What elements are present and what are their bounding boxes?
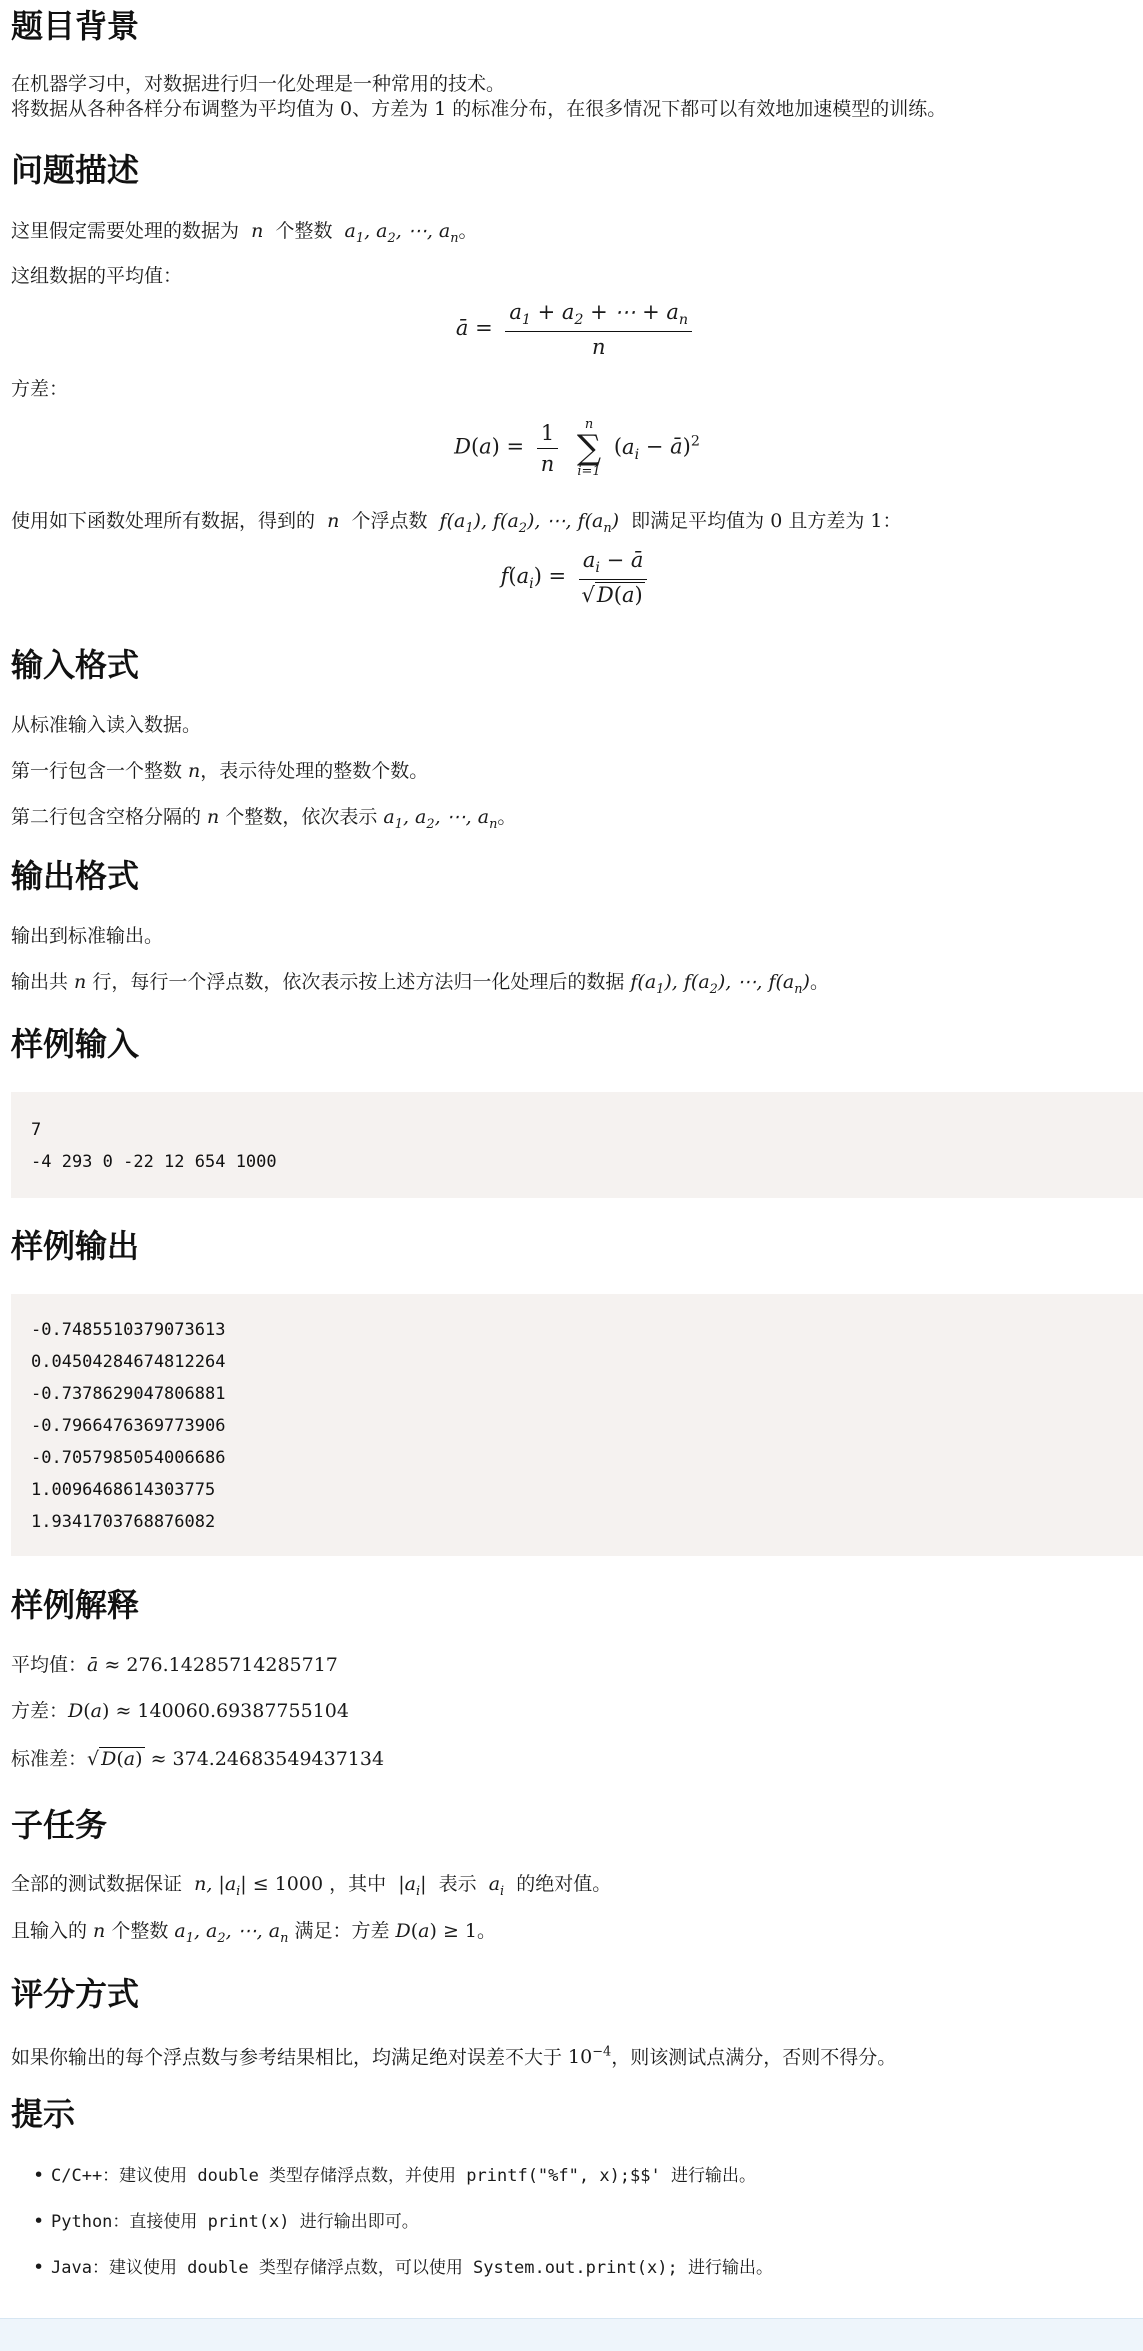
section-title-scoring: 评分方式 (11, 1975, 140, 2013)
code-line: -0.7378629047806881 (31, 1384, 226, 1404)
sample-output-block (11, 1294, 1143, 1556)
code-line: -4 293 0 -22 12 654 1000 (31, 1152, 277, 1172)
hint-item-cpp: • C/C++：建议使用 double 类型存储浮点数，并使用 printf("%f", x);$$' 进行输出。 (51, 2164, 756, 2187)
output-para-1: 输出到标准输出。 (11, 925, 164, 947)
variance-formula: D(a) = $\frac{1}{n}$ n ∑ i=1 ($a_i$ − ā)$^2$ (454, 417, 700, 479)
sample-input-block (11, 1092, 1143, 1198)
section-title-hints: 提示 (11, 2095, 76, 2133)
section-title-background: 题目背景 (11, 7, 140, 45)
section-title-problem: 问题描述 (11, 151, 140, 189)
section-title-input: 输入格式 (11, 646, 140, 684)
code-line: 0.04504284674812264 (31, 1352, 226, 1372)
code-line: -0.7966476369773906 (31, 1416, 226, 1436)
mean-formula: ā = $\frac{a_1 + a_2 + \cdots + a_n}{n}$ (11, 300, 1143, 359)
subtask-para-1: 全部的测试数据保证 n, $|a_i| \le 1000$ ，其中 $|a_i|$ 表示 $a_i$ 的绝对值。 (11, 1873, 612, 1899)
input-para-2: 第一行包含一个整数 n，表示待处理的整数个数。 (11, 760, 429, 782)
section-title-subtask: 子任务 (11, 1806, 108, 1844)
input-para-3: 第二行包含空格分隔的 n 个整数，依次表示 $a_1$, $a_2$, ⋯, $a_n$。 (11, 806, 517, 832)
section-title-sample-input: 样例输入 (11, 1025, 140, 1063)
code-line: -0.7057985054006686 (31, 1448, 226, 1468)
page-footer-bar (0, 2318, 1143, 2351)
subtask-para-2: 且输入的 n 个整数 $a_1$, $a_2$, ⋯, $a_n$ 满足：方差 D(a) ≥ 1。 (11, 1920, 497, 1946)
explain-std: 标准差：√ D(a) ≈ 374.24683549437134 (11, 1748, 385, 1770)
explain-variance: 方差：D(a) ≈ 140060.69387755104 (11, 1700, 349, 1722)
scoring-para: 如果你输出的每个浮点数与参考结果相比，均满足绝对误差不大于 $10^{-4}$，则该测试点满分，否则不得分。 (11, 2045, 897, 2069)
background-line-1: 在机器学习中，对数据进行归一化处理是一种常用的技术。 (11, 73, 506, 95)
background-line-2: 将数据从各种各样分布调整为平均值为 0、方差为 1 的标准分布，在很多情况下都可以有效地加速模型的训练。 (11, 98, 947, 120)
problem-para-3: 方差： (11, 378, 69, 400)
problem-para-1: 这里假定需要处理的数据为 n 个整数 $a_1$, $a_2$, ⋯, $a_n$。 (11, 220, 478, 246)
code-line: 1.0096468614303775 (31, 1480, 216, 1500)
output-para-2: 输出共 n 行，每行一个浮点数，依次表示按上述方法归一化处理后的数据 $f(a_1)$, $f(a_2)$, ⋯, $f(a_n)$。 (11, 971, 829, 997)
hint-item-java: • Java：建议使用 double 类型存储浮点数，可以使用 System.out.print(x); 进行输出。 (51, 2256, 773, 2279)
code-line: 7 (31, 1120, 42, 1140)
problem-para-2: 这组数据的平均值： (11, 265, 183, 287)
problem-para-4: 使用如下函数处理所有数据，得到的 n 个浮点数 $f(a_1)$, $f(a_2)$, ⋯, $f(a_n)$ 即满足平均值为 0 且方差为 1： (11, 510, 902, 536)
section-title-explain: 样例解释 (11, 1586, 140, 1624)
explain-mean: 平均值：ā ≈ 276.14285714285717 (11, 1654, 338, 1676)
input-para-1: 从标准输入读入数据。 (11, 714, 202, 736)
section-title-output: 输出格式 (11, 857, 140, 895)
code-line: 1.9341703768876082 (31, 1512, 216, 1532)
hint-item-python: • Python：直接使用 print(x) 进行输出即可。 (51, 2210, 419, 2233)
normalize-formula: $f(a_i)$ = $\frac{a_i - ā}{√D(a)}$ (11, 548, 1143, 607)
section-title-sample-output: 样例输出 (11, 1227, 140, 1265)
code-line: -0.7485510379073613 (31, 1320, 226, 1340)
